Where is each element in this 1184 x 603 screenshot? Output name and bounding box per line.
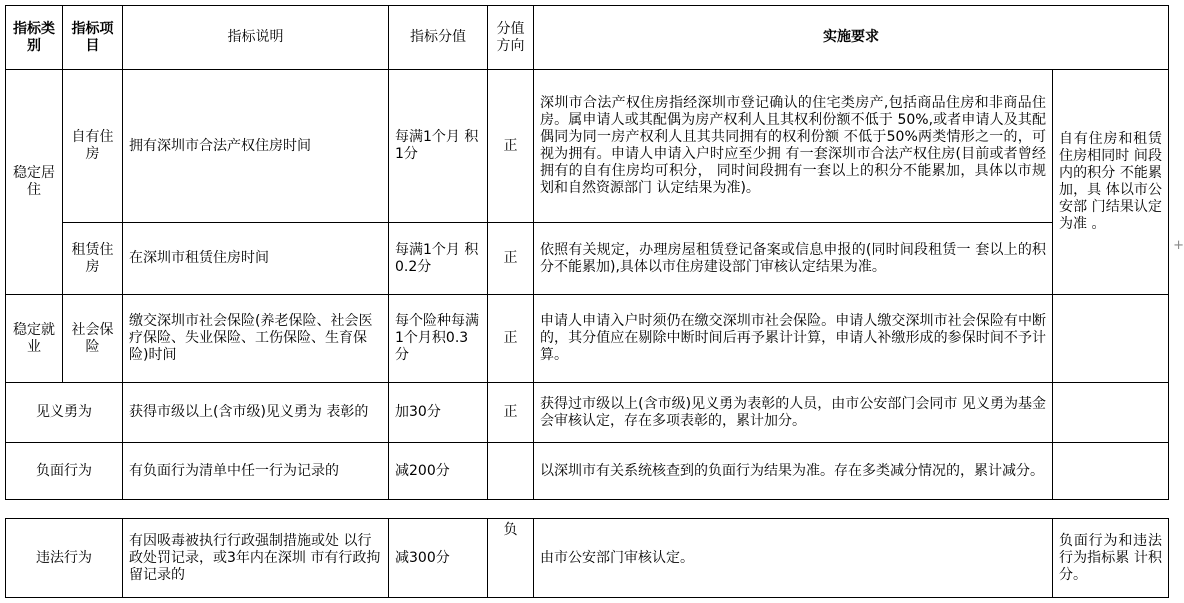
description-cell: 有因吸毒被执行行政强制措施或处 以行政处罚记录，或3年内在深圳 市有行政拘留记录的 (123, 519, 389, 598)
item-cell: 自有住房 (63, 70, 123, 223)
direction-cell: 正 (488, 223, 534, 295)
description-cell: 缴交深圳市社会保险(养老保险、社会医疗保险、失业保险、工伤保险、生育保险)时间 (123, 295, 389, 383)
description-cell: 拥有深圳市合法产权住房时间 (123, 70, 389, 223)
requirement-cell: 获得过市级以上(含市级)见义勇为表彰的人员，由市公安部门会同市 见义勇为基金会审核认定，存在多项表彰的，累计加分。 (534, 383, 1053, 443)
item-cell: 租赁住房 (63, 223, 123, 295)
direction-cell: 正 (488, 295, 534, 383)
requirement-cell: 申请人申请入户时须仍在缴交深圳市社会保险。申请人缴交深圳市社会保险有中断的，其分值应在剔除中断时间后再予累计计算，申请人补缴形成的参保时间不予计算。 (534, 295, 1053, 383)
score-cell: 减200分 (389, 443, 488, 500)
table-row (6, 70, 1169, 223)
points-table-continued (5, 518, 1169, 598)
direction-cell (488, 443, 534, 500)
item-cell: 违法行为 (6, 519, 123, 598)
header-requirement: 实施要求 (534, 6, 1169, 70)
item-cell: 见义勇为 (6, 383, 123, 443)
header-direction: 分值方向 (488, 6, 534, 70)
score-cell: 每满1个月 积1分 (389, 70, 488, 223)
score-cell: 每个险种每满1个月积0.3分 (389, 295, 488, 383)
group-stable-living: 稳定居住 (6, 70, 63, 295)
requirement-cell: 依照有关规定，办理房屋租赁登记备案或信息申报的(同时间段租赁一 套以上的积分不能累加),具体以市住房建设部门审核认定结果为准。 (534, 223, 1053, 295)
header-row (6, 6, 1169, 70)
table-row (6, 223, 1169, 295)
plus-icon[interactable]: + (1173, 238, 1184, 253)
table-row (6, 295, 1169, 383)
description-cell: 在深圳市租赁住房时间 (123, 223, 389, 295)
header-item: 指标项目 (63, 6, 123, 70)
item-cell: 社会保险 (63, 295, 123, 383)
item-cell: 负面行为 (6, 443, 123, 500)
description-cell: 有负面行为清单中任一行为记录的 (123, 443, 389, 500)
note-negative: 负面行为和违法行为指标累 计积分。 (1053, 519, 1169, 598)
group-stable-employment: 稳定就业 (6, 295, 63, 383)
header-category: 指标类别 (6, 6, 63, 70)
table-row (6, 443, 1169, 500)
empty-note-cell (1053, 295, 1169, 383)
score-cell: 加30分 (389, 383, 488, 443)
direction-cell: 正 (488, 70, 534, 223)
header-score: 指标分值 (389, 6, 488, 70)
table-row (6, 519, 1169, 598)
score-cell: 减300分 (389, 519, 488, 598)
direction-cell: 负 (488, 519, 534, 598)
empty-note-cell (1053, 443, 1169, 500)
points-table (5, 5, 1169, 500)
direction-cell: 正 (488, 383, 534, 443)
note-housing: 自有住房和租赁住房相同时 间段内的积分 不能累加，具 体以市公安部 门结果认定为准 。 (1053, 70, 1169, 295)
requirement-cell: 以深圳市有关系统核查到的负面行为结果为准。存在多类减分情况的，累计减分。 (534, 443, 1053, 500)
requirement-cell: 深圳市合法产权住房指经深圳市登记确认的住宅类房产,包括商品住房和非商品住房。属申请人或其配偶为房产权利人且其权利份额不低于 50%,或者申请人及其配偶同为同一房产权利人且其共同拥有的权利份额 不低于50%两类情形之一的，可视为拥有。申请人申请入户时应至少拥 有一套深圳市合法产权住房(目前或者曾经拥有的自有住房均可积分， 同时间段拥有一套以上的积分不能累加，具体以市规划和自然资源部门 认定结果为准)。 (534, 70, 1053, 223)
requirement-cell: 由市公安部门审核认定。 (534, 519, 1053, 598)
table-row (6, 383, 1169, 443)
empty-note-cell (1053, 383, 1169, 443)
score-cell: 每满1个月 积0.2分 (389, 223, 488, 295)
header-description: 指标说明 (123, 6, 389, 70)
description-cell: 获得市级以上(含市级)见义勇为 表彰的 (123, 383, 389, 443)
